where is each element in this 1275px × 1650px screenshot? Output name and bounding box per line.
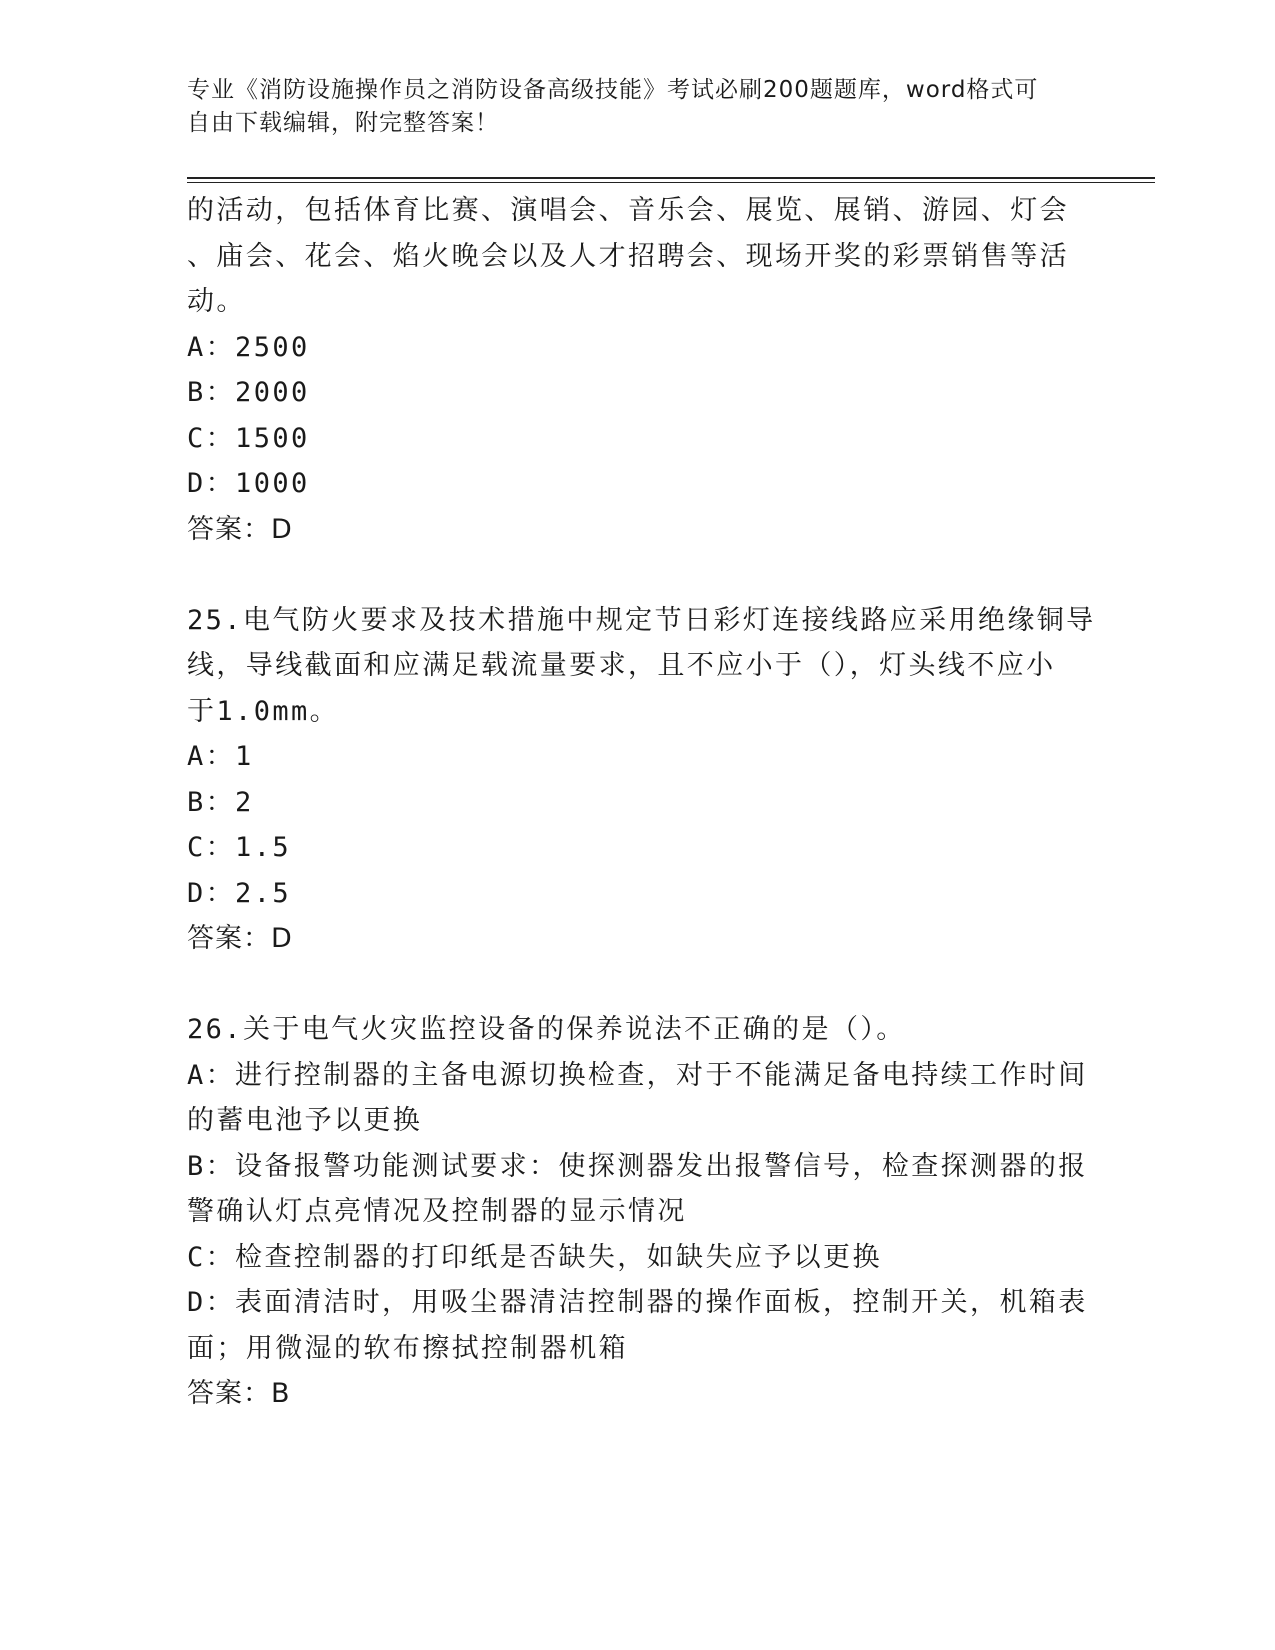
header-divider [187, 177, 1155, 179]
question-text-line: 的活动，包括体育比赛、演唱会、音乐会、展览、展销、游园、灯会 [187, 195, 1069, 226]
question-text-line: 、庙会、花会、焰火晚会以及人才招聘会、现场开奖的彩票销售等活 [187, 240, 1069, 272]
header-line-2: 自由下载编辑，附完整答案！ [187, 110, 499, 136]
question-26 [187, 1007, 1088, 1417]
option-d: D：1000 [187, 468, 310, 499]
option-a-continued: 的蓄电池予以更换 [187, 1105, 423, 1136]
question-text-line: 动。 [187, 286, 246, 317]
document-header [187, 74, 1067, 140]
question-text-line: 25.电气防火要求及技术措施中规定节日彩灯连接线路应采用绝缘铜导 [187, 604, 1096, 636]
option-c: C：1.5 [187, 832, 292, 863]
option-b: B：2 [187, 786, 254, 818]
option-a: A：1 [187, 741, 254, 772]
option-c: C：1500 [187, 422, 310, 454]
option-b: B：设备报警功能测试要求：使探测器发出报警信号，检查探测器的报 [187, 1150, 1088, 1182]
spacer [187, 962, 1067, 1008]
header-line-1: 专业《消防设施操作员之消防设备高级技能》考试必刷200题题库，word格式可 [187, 77, 1039, 103]
question-text-line: 26.关于电气火灾监控设备的保养说法不正确的是（）。 [187, 1014, 906, 1045]
question-continuation [187, 188, 1067, 552]
option-d-continued: 面；用微湿的软布擦拭控制器机箱 [187, 1332, 628, 1364]
question-text-line: 线，导线截面和应满足载流量要求，且不应小于（），灯头线不应小 [187, 650, 1056, 681]
option-a: A：2500 [187, 331, 310, 363]
document-body [187, 188, 1096, 1417]
option-a: A：进行控制器的主备电源切换检查，对于不能满足备电持续工作时间 [187, 1059, 1088, 1091]
option-b-continued: 警确认灯点亮情况及控制器的显示情况 [187, 1196, 687, 1227]
option-d: D：表面清洁时，用吸尘器清洁控制器的操作面板，控制开关，机箱表 [187, 1287, 1088, 1318]
question-text-line: 于1.0mm。 [187, 695, 340, 727]
answer-label: 答案：B [187, 1378, 291, 1409]
spacer [187, 552, 1067, 598]
answer-label: 答案：D [187, 513, 293, 545]
option-b: B：2000 [187, 377, 310, 408]
answer-label: 答案：D [187, 923, 293, 954]
question-25 [187, 598, 1096, 962]
option-c: C：检查控制器的打印纸是否缺失，如缺失应予以更换 [187, 1241, 882, 1273]
header-divider-thin [187, 182, 1155, 183]
option-d: D：2.5 [187, 877, 292, 909]
